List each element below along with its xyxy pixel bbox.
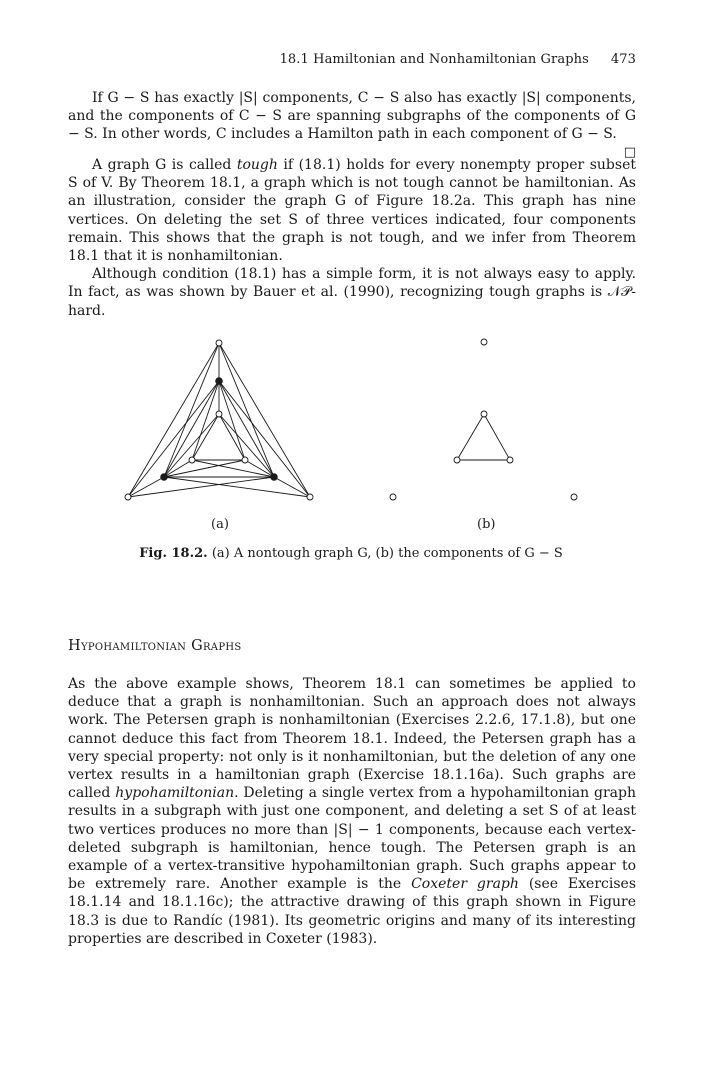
paragraph-4-text-a: As the above example shows, Theorem 18.1 can sometimes be applied to deduce that a graph is nonhamiltonian. Such an approach does not always work. The Petersen graph is nonhamiltonian (Exercises 2.2.6, 17.1.8), but one cannot deduce this fact from Theorem 18.1. Indeed, the Petersen graph has a very special property: not only is it nonhamiltonian, but the deletion of any one vertex results in a hamiltonian graph (Exercise 18.1.16a). Such graphs are called — [68, 676, 636, 802]
paragraph-tough-definition — [68, 156, 636, 320]
paragraph-proof-end — [68, 89, 636, 162]
vertex-outer-right — [307, 494, 313, 500]
figure-label-a: (a) — [211, 517, 229, 532]
vertex-inner-left — [189, 457, 195, 463]
figure-caption — [0, 546, 702, 561]
section-heading — [68, 637, 636, 655]
term-tough: tough — [236, 157, 278, 173]
term-coxeter-graph: Coxeter graph — [411, 876, 519, 893]
caption-text: (a) A nontough graph G, (b) the components of G − S — [207, 546, 563, 561]
figure-label-b: (b) — [477, 517, 496, 532]
running-header — [0, 52, 636, 67]
paragraph-4-text-b: . Deleting a single vertex from a hypohamiltonian graph results in a subgraph with just one component, and deleting a set S of at least two vertices produces no more than |S| − 1 components, because each vertex-deleted subgraph is hamiltonian, hence tough. The Petersen graph is an example of a vertex-transitive hypohamiltonian graph. Such graphs appear to be extremely rare. Another example is the — [68, 785, 637, 893]
component-triangle-top — [481, 411, 487, 417]
paragraph-2-text-b: if (18.1) holds for every nonempty proper subset S of V. By Theorem 18.1, a graph which is not tough cannot be hamiltonian. As an illustration, consider the graph G of Figure 18.2a. This graph has nine vertices. On deleting the set S of three vertices indicated, four components remain. This shows that the graph is not tough, and we infer from Theorem 18.1 that it is nonhamiltonian. — [68, 157, 636, 265]
qed-symbol: □ — [623, 144, 636, 160]
paragraph-2-text-a: A graph G is called — [92, 157, 237, 173]
vertex-s-top — [216, 378, 223, 385]
vertex-outer-top — [216, 340, 222, 346]
graph-a-vertices — [125, 340, 313, 500]
component-vertex-left — [390, 494, 396, 500]
graph-b — [390, 339, 577, 500]
term-hypohamiltonian: hypohamiltonian — [115, 785, 235, 802]
graph-a — [128, 343, 310, 497]
component-triangle-left — [454, 457, 460, 463]
paragraph-hypohamiltonian — [68, 675, 636, 948]
vertex-outer-left — [125, 494, 131, 500]
component-vertex-right — [571, 494, 577, 500]
paragraph-np-hard: Although condition (18.1) has a simple form, it is not always easy to apply. In fact, as was shown by Bauer et al. (1990), recognizing tough graphs is 𝒩𝒫-hard. — [68, 266, 636, 319]
running-title: 18.1 Hamiltonian and Nonhamiltonian Graphs — [279, 52, 589, 67]
caption-number: Fig. 18.2. — [139, 546, 208, 561]
vertex-inner-top — [216, 411, 222, 417]
vertex-inner-right — [242, 457, 248, 463]
vertex-s-right — [271, 474, 278, 481]
page-number: 473 — [610, 52, 636, 67]
paragraph-1-text: If G − S has exactly |S| components, C − S also has exactly |S| components, and the components of C − S are spanning subgraphs of the components of G − S. In other words, C includes a Hamilton path in each component of G − S. — [68, 90, 636, 143]
component-vertex-top — [481, 339, 487, 345]
vertex-s-left — [161, 474, 168, 481]
section-title: Hypohamiltonian Graphs — [68, 638, 242, 654]
component-triangle-right — [507, 457, 513, 463]
paragraph-4-text-c: (see Exercises 18.1.14 and 18.1.16c); the attractive drawing of this graph shown in Figure 18.3 is due to Randíc (1981). Its geometric origins and many of its interesting properties are described in Coxeter (1983). — [68, 876, 637, 947]
